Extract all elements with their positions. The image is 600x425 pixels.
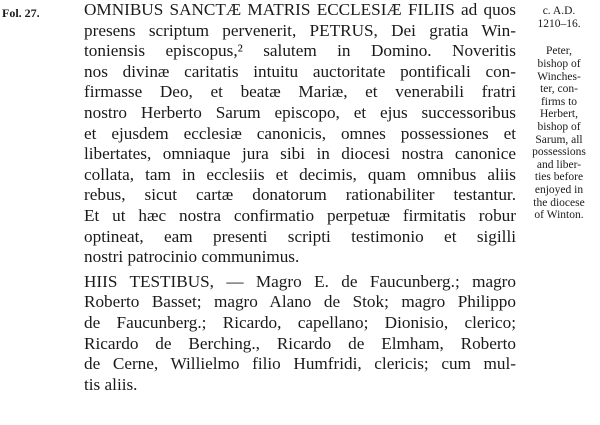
margin-note-line: Peter, [545, 45, 573, 58]
text-line: rebus, sicut cartæ donatorum rationabiliter testantur. [84, 185, 516, 205]
text-line: optineat, eam presenti scripti testimonio et sigilli [84, 226, 516, 246]
witness-line: Roberto Basset; magro Alano de Stok; magro Philippo [84, 292, 516, 312]
charter-text [84, 0, 516, 395]
text-line: collata, tam in ecclesiis et decimis, quam omnibus aliis [84, 164, 516, 184]
witness-line: de Faucunberg.; Ricardo, capellano; Dionisio, clerico; [84, 312, 516, 332]
witness-line: Ricardo de Berching., Ricardo de Elmham, Roberto [84, 333, 516, 353]
margin-note-line: enjoyed in [534, 183, 584, 196]
margin-note-line: ter, con- [540, 83, 578, 96]
witness-line: de Cerne, Willielmo filio Humfridi, clericis; cum mul- [84, 354, 516, 374]
text-line: Et ut hæc nostra confirmatio perpetuæ firmitatis robur [84, 205, 516, 225]
margin-note-line: possessions [532, 146, 586, 159]
margin-note-line: and liber- [536, 158, 582, 171]
margin-date: 1210–16. [537, 18, 581, 31]
text-line: et ejusdem ecclesiæ canonicis, omnes possessiones et [84, 123, 516, 143]
margin-date: c. A.D. [542, 5, 576, 17]
margin-note-line: Herbert, [540, 108, 578, 121]
text-line: firmasse Deo, et beatæ Mariæ, et venerabili fratri [84, 82, 516, 102]
text-line: toniensis episcopus,² salutem in Domino. Noveritis [84, 41, 516, 61]
text-line: presens scriptum pervenerit, PETRUS, Dei gratia Win- [84, 20, 516, 40]
text-line: nostri patrocinio communimus. [84, 247, 300, 267]
margin-note-line: the diocese [533, 196, 585, 209]
text-line: OMNIBUS SANCTÆ MATRIS ECCLESIÆ FILIIS ad quos [84, 0, 516, 19]
margin-note-line: of Winton. [534, 209, 584, 222]
margin-note-line: bishop of [537, 58, 581, 70]
margin-note-line: bishop of [537, 120, 581, 133]
margin-notes [520, 5, 598, 222]
text-line: nos divinæ caritatis intuitu auctoritate pontificali con- [84, 61, 516, 81]
text-line: nostro Herberto Sarum episcopo, et ejus successoribus [84, 102, 516, 122]
folio-number: Fol. 27. [2, 6, 40, 20]
margin-note-line: Sarum, all [535, 133, 583, 146]
margin-note-line: Winches- [537, 70, 581, 83]
text-line: libertates, omniaque jura sibi in diocesi nostra canonice [84, 144, 516, 164]
witness-line: HIIS TESTIBUS, — Magro E. de Faucunberg.; magro [84, 271, 516, 291]
margin-note-line: ties before [534, 171, 584, 184]
witness-line: tis aliis. [84, 374, 138, 394]
margin-note-line: firms to [540, 95, 578, 108]
